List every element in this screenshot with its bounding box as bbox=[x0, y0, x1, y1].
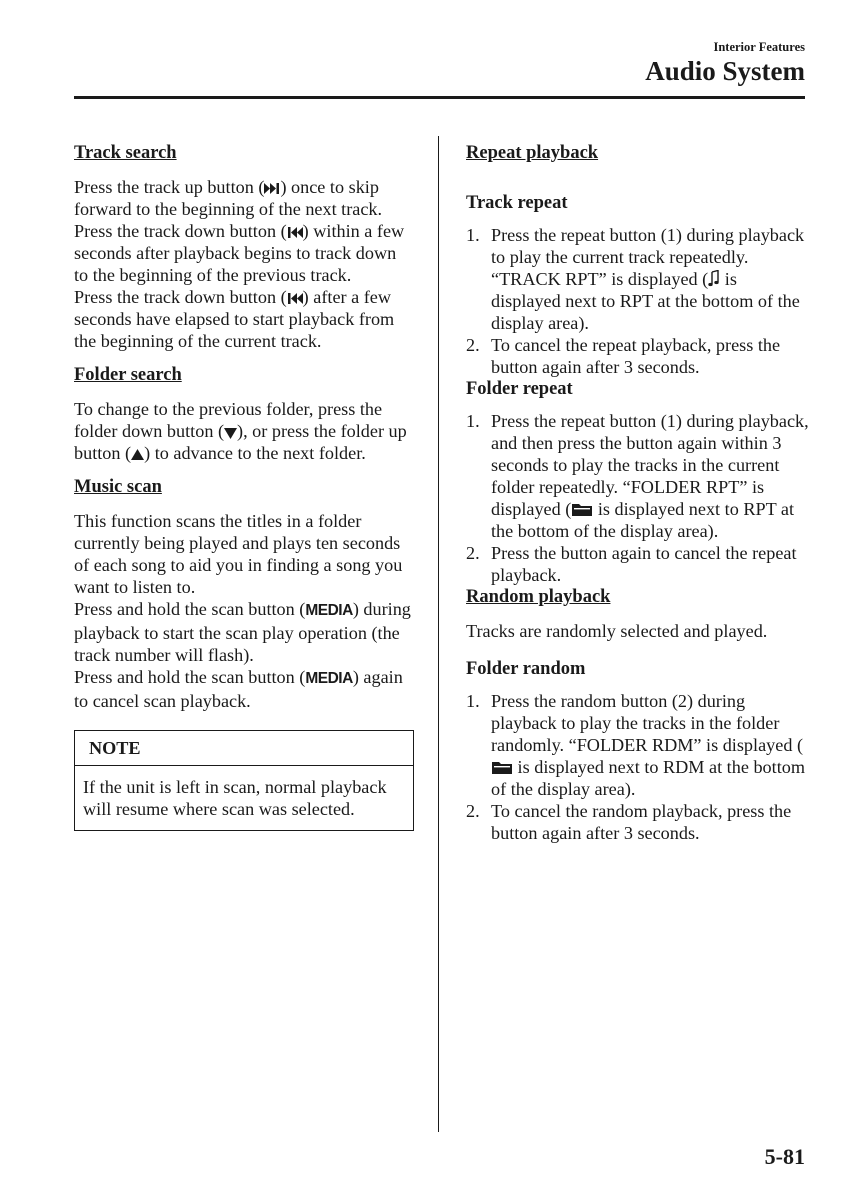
folder-repeat-heading: Folder repeat bbox=[466, 379, 573, 399]
folder-repeat-steps bbox=[466, 410, 811, 586]
track-search-text bbox=[74, 176, 414, 352]
list-item: 2. Press the button again to cancel the repeat playback. bbox=[466, 543, 797, 585]
music-scan-text: This function scans the titles in a folder currently being played and plays ten seconds of each song to aid you in finding a song you want to listen to. Press and hold the scan button (MEDIA) during playback to start the scan play operation (the track number will flash). Press and hold the scan button (MEDIA) again to cancel scan playback. bbox=[74, 511, 411, 711]
folder-icon bbox=[571, 502, 593, 517]
track-search-p1: Press the track up button ( ) once to skip forward to the beginning of the next track. bbox=[74, 177, 383, 219]
note-box bbox=[74, 730, 414, 831]
track-down-icon bbox=[287, 292, 303, 305]
music-note-icon bbox=[708, 270, 720, 287]
track-search-heading: Track search bbox=[74, 143, 177, 163]
music-scan-heading: Music scan bbox=[74, 477, 162, 497]
folder-down-icon bbox=[224, 427, 237, 439]
folder-random-heading: Folder random bbox=[466, 659, 586, 679]
track-search-p2: Press the track down button ( ) within a few seconds after playback begins to track down to the beginning of the previous track. bbox=[74, 221, 405, 285]
note-body: If the unit is left in scan, normal playback will resume where scan was selected. bbox=[83, 777, 387, 819]
media-button-label: MEDIA bbox=[305, 602, 353, 619]
left-column bbox=[74, 142, 414, 831]
folder-search-heading: Folder search bbox=[74, 365, 182, 385]
right-column bbox=[466, 142, 811, 844]
folder-search-text: To change to the previous folder, press the folder down button ( ), or press the folder up button ( ) to advance to the next folder. bbox=[74, 399, 407, 463]
header-section: Interior Features bbox=[713, 40, 805, 54]
random-playback-heading: Random playback bbox=[466, 587, 611, 607]
folder-random-steps bbox=[466, 690, 811, 844]
page-number: 5-81 bbox=[764, 1144, 805, 1169]
repeat-playback-heading: Repeat playback bbox=[466, 143, 599, 163]
column-divider bbox=[438, 136, 439, 1132]
list-item: 1. Press the repeat button (1) during playback to play the current track repeatedly. “TRACK RPT” is displayed ( is displayed next to RPT at the bottom of the display area). bbox=[466, 225, 805, 333]
track-repeat-steps bbox=[466, 224, 811, 378]
track-repeat-heading: Track repeat bbox=[466, 193, 568, 213]
header-rule bbox=[74, 96, 805, 99]
track-up-icon bbox=[264, 182, 280, 195]
media-button-label: MEDIA bbox=[305, 670, 353, 687]
list-item: 2. To cancel the random playback, press the button again after 3 seconds. bbox=[466, 801, 792, 843]
page-title: Audio System bbox=[645, 56, 805, 86]
folder-up-icon bbox=[131, 449, 144, 461]
note-title: NOTE bbox=[75, 731, 413, 766]
track-search-p3: Press the track down button ( ) after a few seconds have elapsed to start playback from the beginning of the current track. bbox=[74, 287, 395, 351]
list-item: 1. Press the random button (2) during playback to play the tracks in the folder randomly. “FOLDER RDM” is displayed ( is displayed next to RDM at the bottom of the display area). bbox=[466, 691, 805, 799]
random-intro: Tracks are randomly selected and played. bbox=[466, 621, 768, 641]
folder-icon bbox=[491, 760, 513, 775]
list-item: 2. To cancel the repeat playback, press the button again after 3 seconds. bbox=[466, 335, 781, 377]
track-down-icon bbox=[287, 226, 303, 239]
list-item: 1. Press the repeat button (1) during playback, and then press the button again within 3 seconds to play the tracks in the current folder repeatedly. “FOLDER RPT” is displayed ( is displayed next to RPT at the bottom of the display area). bbox=[466, 411, 809, 541]
